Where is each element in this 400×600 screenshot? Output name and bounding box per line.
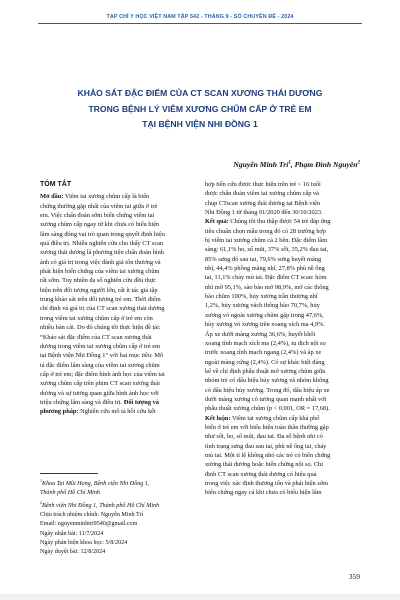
footnote-text: Ngày phản biện khoa học: 5/8/2024 xyxy=(40,539,128,546)
text-line xyxy=(205,432,360,441)
line-text: kể về chỉ định phẫu thuật mở xương chũm giữa xyxy=(205,367,326,375)
text-line xyxy=(205,386,360,395)
footnotes xyxy=(40,476,195,557)
text-line xyxy=(205,442,360,451)
text-line xyxy=(40,323,192,332)
text-line xyxy=(40,398,192,407)
text-line xyxy=(40,286,192,295)
line-text: ảnh có giá trị trong việc đánh giá tổn thương và xyxy=(40,258,161,266)
line-text: dưới màng xương có tương quan mạnh nhất với xyxy=(205,395,327,403)
line-text: chỉ định và giá trị của CT scan xương thái dương xyxy=(40,305,165,313)
text-line xyxy=(40,220,192,229)
line-text: dương và sự tương quan giữa hình ảnh học với xyxy=(40,389,159,397)
page-bottom-strip xyxy=(0,594,400,600)
line-text: xương thái dương hoặc biến chứng nội sọ. Chỉ xyxy=(205,461,323,469)
line-text: “Khảo sát đặc điểm của CT scan xương thái xyxy=(40,333,152,341)
line-text: được chẩn đoán viêm tai xương chũm cấp và xyxy=(205,190,319,198)
footnote-text: Khoa Tai Mũi Họng, Bệnh viện Nhi Đồng 1, xyxy=(42,481,150,488)
line-text: lâm sàng đóng vai trò quan trọng quyết định hiệu xyxy=(40,230,165,238)
line-text: 85% sưng đỏ sau tai, 79,6% sưng huyết màng xyxy=(205,255,322,263)
text-line xyxy=(205,404,360,413)
text-line xyxy=(205,311,360,320)
text-line xyxy=(40,258,192,267)
text-line xyxy=(205,460,360,469)
line-text: trước xoang tĩnh mạch ngang (2,4%) và áp xe xyxy=(205,349,322,357)
line-text: Áp xe dưới màng xương 36,6%, huyết khối xyxy=(205,330,316,338)
line-text: tả đặc điểm lâm sàng của viêm tai xương chũm xyxy=(40,361,160,369)
text-line xyxy=(205,236,360,245)
line-text: nhĩ mờ 95,1%, sào bào mờ 98,9%, mờ các thông xyxy=(205,283,329,291)
section-label: Kết luận: xyxy=(205,414,231,422)
section-label: Đối tượng và xyxy=(122,398,159,406)
line-text: xương thái dương là phương tiện chẩn đoán hình xyxy=(40,249,164,257)
footnote-text: Ngày duyệt bài: 12/8/2024 xyxy=(40,548,106,555)
footnote-line xyxy=(40,520,195,529)
line-text: bị viêm tai xương chũm cả 2 bên. Đặc điểm lâm xyxy=(205,237,328,245)
line-text: sàng: 61,1% ho, sổ mũi, 37% sốt, 35,2% đau tai, xyxy=(205,246,329,254)
section-label: Mở đầu: xyxy=(40,193,64,201)
title-line: TRONG BỆNH LÝ VIÊM XƯƠNG CHŨM CẤP Ở TRẺ EM xyxy=(88,103,312,114)
title-line: KHẢO SÁT ĐẶC ĐIỂM CỦA CT SCAN XƯƠNG THÁI DƯƠNG xyxy=(77,88,323,98)
text-line xyxy=(40,211,192,220)
line-text: bào chũm 100%, hủy xương trần thượng nhĩ xyxy=(205,293,318,301)
text-line xyxy=(40,379,192,388)
text-line xyxy=(40,314,192,323)
text-line xyxy=(40,361,192,370)
line-text: biến chứng ngay cả khi chưa có biểu hiện lâm xyxy=(205,489,322,497)
line-text: 1,2%, hủy xương vách thông bào 70,7%, hủy xyxy=(205,302,320,310)
line-text: dương trong viêm tai xương chũm cấp ở trẻ em xyxy=(40,342,160,350)
abstract-heading: TÓM TẮT xyxy=(40,181,72,188)
header-divider xyxy=(38,23,362,24)
abstract-right-text xyxy=(205,180,360,498)
text-line xyxy=(205,339,360,348)
text-line xyxy=(40,407,192,416)
line-text: triệu chứng lâm sàng và điều trị. xyxy=(40,398,123,406)
author-name: Phạm Đình Nguyên xyxy=(294,160,358,169)
text-line xyxy=(40,276,192,285)
line-text: tình trạng sưng đau sau tai, phù nề ống tai, chảy xyxy=(205,442,327,450)
text-line xyxy=(205,208,360,217)
footnote-line xyxy=(40,539,195,548)
text-line xyxy=(205,273,360,282)
text-line xyxy=(205,217,360,226)
line-text: tai, 11,1% chảy mủ tai. Đặc điểm CT scan: hòm xyxy=(205,274,327,282)
text-line xyxy=(40,351,192,360)
text-line xyxy=(40,239,192,248)
text-line xyxy=(40,248,192,257)
text-line xyxy=(40,389,192,398)
footnote-line xyxy=(40,476,195,489)
text-line xyxy=(40,192,192,201)
text-line xyxy=(205,479,360,488)
footnote-line xyxy=(40,548,195,557)
line-text: Nhi Đồng 1 từ tháng 01/2020 đến 30/10/2023. xyxy=(205,209,323,217)
line-text: có dấu hiệu hủy xương. Trong đó, dấu hiệu áp xe xyxy=(205,386,330,394)
line-text: biến ở trẻ em với biểu hiện toàn thân thường gặp xyxy=(205,423,329,431)
text-line xyxy=(205,283,360,292)
title-line: TẠI BỆNH VIỆN NHI ĐỒNG 1 xyxy=(142,119,258,129)
footnote-divider xyxy=(40,473,98,474)
text-line xyxy=(205,358,360,367)
line-text: trong viêm tai xương chũm cấp ở trẻ em còn xyxy=(40,314,153,322)
line-text: Viêm tai xương chũm cấp là biến xyxy=(63,193,150,201)
text-line xyxy=(40,202,192,211)
text-line xyxy=(205,376,360,385)
line-text: Nghiên cứu mô tả hồi cứu kết xyxy=(78,408,156,416)
footnote-text: Ngày nhận bài: 11/7/2024 xyxy=(40,530,104,537)
text-line xyxy=(40,342,192,351)
text-line xyxy=(205,301,360,310)
line-text: hợp tiến cứu được thực hiện trên trẻ < 16 tuổi xyxy=(205,181,321,188)
author-name: Nguyễn Minh Trí xyxy=(233,160,289,169)
line-text: trong việc xác định thương tổn và phát hiện sớm xyxy=(205,480,329,487)
text-line xyxy=(205,199,360,208)
line-text: nhiều bàn cãi. Do đó chúng tôi thực hiện đề tài: xyxy=(40,324,161,332)
author-list xyxy=(233,160,360,169)
abstract-left-text xyxy=(40,192,192,416)
text-line xyxy=(205,180,360,189)
text-line xyxy=(205,414,360,423)
text-line xyxy=(205,245,360,254)
footnote-text: Bệnh viện Nhi Đồng 1, Thành phố Hồ Chí Minh xyxy=(42,503,160,510)
line-text: xương chũm cấp ngay từ khi chưa có biểu hiện xyxy=(40,221,160,229)
text-line xyxy=(40,370,192,379)
text-line xyxy=(205,348,360,357)
line-text: em. Việc chẩn đoán sớm biến chứng viêm tai xyxy=(40,212,155,220)
text-line xyxy=(205,264,360,273)
text-line xyxy=(40,267,192,276)
article-title xyxy=(38,86,362,133)
line-text: nhĩ, 44,4% phồng màng nhĩ, 27,8% phù nề ống xyxy=(205,265,325,273)
journal-running-header: TẠP CHÍ Y HỌC VIỆT NAM TẬP 542 - THÁNG 9 - SỐ CHUYÊN ĐỀ - 2024 xyxy=(106,14,294,20)
text-line xyxy=(205,320,360,329)
text-line xyxy=(40,304,192,313)
line-text: hủy xương vỏ xương trên xoang xích ma 4,9%. xyxy=(205,321,326,329)
footnote-text: Thành phố Hồ Chí Minh xyxy=(40,490,100,497)
text-line xyxy=(205,423,360,432)
text-line xyxy=(205,292,360,301)
line-text: nhóm trẻ có dấu hiệu hủy xương và nhóm không xyxy=(205,377,329,385)
text-line xyxy=(40,333,192,342)
abstract-left-column xyxy=(40,180,192,417)
affiliation-marker: 2 xyxy=(357,160,360,166)
line-text: phẫu thuật xương chũm (p < 0,001, OR = 17,68). xyxy=(205,405,330,413)
text-line xyxy=(205,470,360,479)
text-line xyxy=(205,255,360,264)
footnote-line xyxy=(40,511,195,520)
line-text: tiêu chuẩn chọn mẫu trong đó có 28 trường hợp xyxy=(205,227,326,235)
line-text: định CT scan xương thái dương có hiệu quả xyxy=(205,470,317,478)
text-line xyxy=(205,395,360,404)
line-text: rất sớm. Tuy nhiên đa số nghiên cứu đều thực xyxy=(40,277,156,285)
line-text: tại Bệnh viện Nhi Đồng 1” với hai mục tiêu: Mô xyxy=(40,352,164,360)
footnote-line xyxy=(40,489,195,498)
footnote-line xyxy=(40,530,195,539)
section-label: Kết quả: xyxy=(205,218,229,226)
text-line xyxy=(205,367,360,376)
footnote-line xyxy=(40,498,195,511)
line-text: xương chũm cấp trên phim CT scan xương thái xyxy=(40,380,160,388)
text-line xyxy=(205,227,360,236)
text-line xyxy=(40,230,192,239)
author-separator: , xyxy=(290,160,295,169)
line-text: cấp ở trẻ em; đặc điểm hình ảnh học của viêm tai xyxy=(40,370,165,378)
line-text: chứng thường gặp nhất của viêm tai giữa ở trẻ xyxy=(40,202,158,210)
text-line xyxy=(205,451,360,460)
line-text: như sốt, ho, sổ mũi, đau tai. Đa số bệnh nhi có xyxy=(205,433,323,441)
affiliation-marker: 1 xyxy=(288,160,291,166)
line-text: xoang tĩnh mạch xích ma (2,4%), tụ dịch nội sọ xyxy=(205,339,326,347)
line-text: xương vỏ ngoài xương chũm gặp trong 47,6%, xyxy=(205,311,324,319)
text-line xyxy=(205,330,360,339)
abstract-right-column xyxy=(205,180,360,498)
footnote-marker: 1 xyxy=(40,478,42,483)
line-text: ngoài màng cứng (2,4%). Có sự khác biệt đáng xyxy=(205,358,325,366)
text-line xyxy=(205,488,360,497)
footnote-text: Email: nguyenminhtri9540@gmail.com xyxy=(40,521,138,528)
section-label: phương pháp: xyxy=(40,408,79,416)
line-text: quả điều trị. Nhiều nghiên cứu cho thấy CT scan xyxy=(40,240,164,248)
line-text: hiện trên đối tượng người lớn, rất ít tác giả tập xyxy=(40,286,158,294)
line-text: phát hiện biến chứng của viêm tai xương chũm xyxy=(40,268,160,276)
text-line xyxy=(205,189,360,198)
line-text: trung khảo sát trên đối tượng trẻ em. Thời điểm xyxy=(40,296,161,304)
footnote-text: Chịu trách nhiệm chính: Nguyễn Minh Trí xyxy=(40,512,144,519)
line-text: mủ tai. Một tỉ lệ không nhỏ các trẻ có biến chứng xyxy=(205,451,331,459)
text-line xyxy=(40,295,192,304)
line-text: Viêm tai xương chũm cấp khả phổ xyxy=(230,414,320,422)
line-text: Chúng tôi thu thập được 54 trẻ đáp ứng xyxy=(228,218,331,226)
footnote-marker: 2 xyxy=(40,500,42,506)
page-number: 359 xyxy=(348,572,360,581)
line-text: chụp CTscan xương thái dương tại Bệnh viện xyxy=(205,199,321,207)
